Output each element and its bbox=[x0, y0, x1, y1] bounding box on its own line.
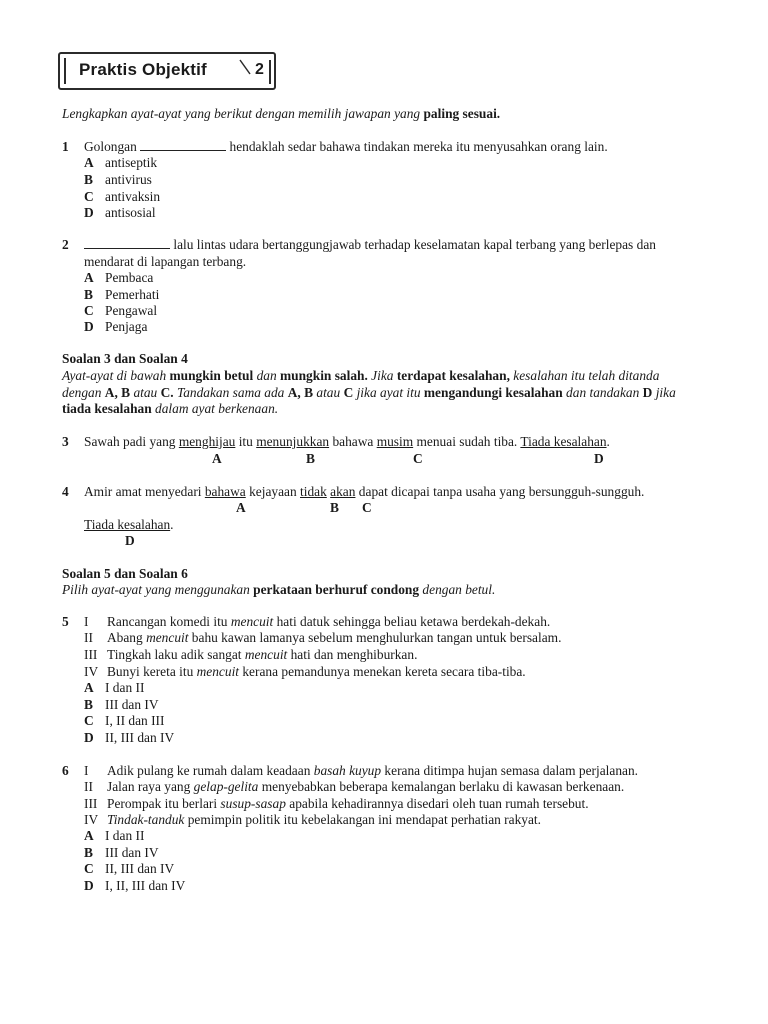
header-tail-rule bbox=[269, 60, 271, 84]
q1-blank bbox=[140, 139, 226, 151]
section34-instruction-line3: tiada kesalahan dalam ayat berkenaan. bbox=[62, 401, 279, 416]
q2-number: 2 bbox=[62, 237, 69, 252]
q5-number: 5 bbox=[62, 614, 69, 629]
q4-sentence: Amir amat menyedari bahawa kejayaan tidak akan dapat dicapai tanpa usaha yang bersungguh-sungguh. bbox=[84, 484, 645, 499]
q1-stem: Golongan hendaklah sedar bahawa tindakan mereka itu menyusahkan orang lain. bbox=[84, 139, 608, 154]
q2-option-d[interactable]: D Penjaga bbox=[84, 319, 148, 334]
q4-number: 4 bbox=[62, 484, 69, 499]
q5-statement-1: I Rancangan komedi itu mencuit hati datuk sehingga beliau ketawa berdekah-dekah. bbox=[84, 614, 551, 629]
section34-heading: Soalan 3 dan Soalan 4 bbox=[62, 351, 188, 366]
q5-option-d[interactable]: D II, III dan IV bbox=[84, 730, 175, 745]
q6-option-b[interactable]: B III dan IV bbox=[84, 845, 159, 860]
q1-number: 1 bbox=[62, 139, 69, 154]
q3-underline-b: menunjukkan bbox=[256, 434, 330, 449]
q6-statement-2: II Jalan raya yang gelap-gelita menyebabkan beberapa kemalangan berlaku di kawasan berkenaan. bbox=[84, 779, 625, 794]
q5-statement-3: III Tingkah laku adik sangat mencuit hati dan menghiburkan. bbox=[84, 647, 418, 662]
q1-option-d[interactable]: D antisosial bbox=[84, 205, 156, 220]
q6-statement-1: I Adik pulang ke rumah dalam keadaan basah kuyup kerana ditimpa hujan semasa dalam perjalanan. bbox=[84, 763, 638, 778]
section-header-box bbox=[58, 52, 276, 90]
section34-instruction-line2: dengan A, B atau C. Tandakan sama ada A, B atau C jika ayat itu mengandungi kesalahan dan tandakan D jika bbox=[62, 385, 676, 400]
header-number: 2 bbox=[255, 61, 264, 78]
q5-option-c[interactable]: C I, II dan III bbox=[84, 713, 165, 728]
section56-instruction: Pilih ayat-ayat yang menggunakan perkataan berhuruf condong dengan betul. bbox=[62, 582, 496, 597]
header-rule bbox=[64, 58, 66, 84]
q3-label-a[interactable]: A bbox=[212, 451, 222, 466]
q3-underline-a: menghijau bbox=[178, 434, 236, 449]
q4-sentence-line2: Tiada kesalahan. bbox=[84, 517, 174, 532]
q4-underline-a: bahawa bbox=[204, 484, 246, 499]
q5-option-b[interactable]: B III dan IV bbox=[84, 697, 159, 712]
q4-label-d[interactable]: D bbox=[125, 533, 135, 548]
q2-option-a[interactable]: A Pembaca bbox=[84, 270, 154, 285]
header-title: Praktis Objektif bbox=[79, 60, 207, 79]
q6-number: 6 bbox=[62, 763, 69, 778]
q1-option-a[interactable]: A antiseptik bbox=[84, 155, 158, 170]
q3-label-c[interactable]: C bbox=[413, 451, 423, 466]
q3-underline-d: Tiada kesalahan bbox=[520, 434, 607, 449]
q6-statement-4: IV Tindak-tanduk pemimpin politik itu kebelakangan ini mendapat perhatian rakyat. bbox=[84, 812, 541, 827]
q4-label-c[interactable]: C bbox=[362, 500, 372, 515]
q4-underline-c: akan bbox=[330, 484, 356, 499]
q4-label-b[interactable]: B bbox=[330, 500, 339, 515]
q5-statement-4: IV Bunyi kereta itu mencuit kerana pemandunya menekan kereta secara tiba-tiba. bbox=[84, 664, 526, 679]
q2-stem-line2: mendarat di lapangan terbang. bbox=[84, 254, 247, 269]
section56-heading: Soalan 5 dan Soalan 6 bbox=[62, 566, 188, 581]
q5-statement-2: II Abang mencuit bahu kawan lamanya sebelum menghulurkan tangan untuk bersalam. bbox=[84, 630, 562, 645]
q2-blank bbox=[84, 237, 170, 249]
q3-number: 3 bbox=[62, 434, 69, 449]
q4-label-a[interactable]: A bbox=[236, 500, 246, 515]
q6-option-c[interactable]: C II, III dan IV bbox=[84, 861, 175, 876]
q2-option-b[interactable]: B Pemerhati bbox=[84, 287, 160, 302]
q3-label-b[interactable]: B bbox=[306, 451, 315, 466]
q3-label-d[interactable]: D bbox=[594, 451, 604, 466]
q4-underline-b: tidak bbox=[300, 484, 327, 499]
q5-option-a[interactable]: A I dan II bbox=[84, 680, 145, 695]
q6-option-a[interactable]: A I dan II bbox=[84, 828, 145, 843]
q1-option-b[interactable]: B antivirus bbox=[84, 172, 152, 187]
q4-underline-d: Tiada kesalahan bbox=[84, 517, 171, 532]
q6-option-d[interactable]: D I, II, III dan IV bbox=[84, 878, 186, 893]
q1-option-c[interactable]: C antivaksin bbox=[84, 189, 161, 204]
q3-sentence: Sawah padi yang menghijau itu menunjukkan bahawa musim menuai sudah tiba. Tiada kesalahan. bbox=[84, 434, 610, 449]
q2-option-c[interactable]: C Pengawal bbox=[84, 303, 158, 318]
instruction-line: Lengkapkan ayat-ayat yang berikut dengan memilih jawapan yang paling sesuai. bbox=[62, 106, 501, 121]
q6-statement-3: III Perompak itu berlari susup-sasap apabila kehadirannya disedari oleh tuan rumah tersebut. bbox=[84, 796, 589, 811]
section34-instruction-line1: Ayat-ayat di bawah mungkin betul dan mungkin salah. Jika terdapat kesalahan, kesalahan itu telah ditanda bbox=[62, 368, 660, 383]
q2-stem: lalu lintas udara bertanggungjawab terhadap keselamatan kapal terbang yang berlepas dan bbox=[84, 237, 656, 253]
q3-underline-c: musim bbox=[376, 434, 414, 449]
